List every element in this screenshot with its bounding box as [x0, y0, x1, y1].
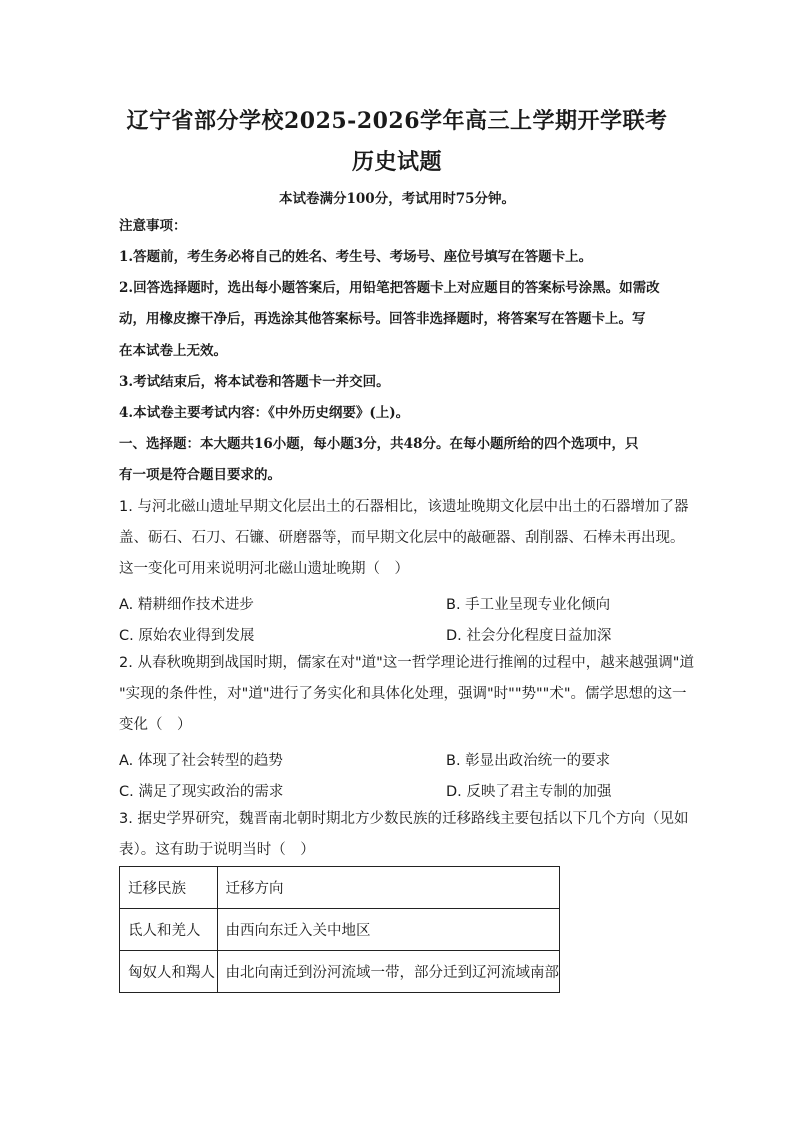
exam-subject: 历史试题 [351, 149, 442, 175]
table-header-row [120, 867, 560, 909]
exam-title: 辽宁省部分学校2025-2026学年高三上学期开学联考 [126, 108, 668, 134]
table-row [120, 909, 560, 951]
notice-item: 动，用橡皮擦干净后，再选涂其他答案标号。回答非选择题时，将答案写在答题卡上。写 [119, 311, 646, 327]
table-cell: 由北向南迁到汾河流域一带，部分迁到辽河流域南部 [217, 951, 560, 993]
notice-item: 在本试卷上无效。 [119, 343, 227, 359]
question-3-stem: 3. 据史学界研究，魏晋南北朝时期北方少数民族的迁移路线主要包括以下几个方向（见如 [119, 811, 689, 827]
section-heading-cont: 有一项是符合题目要求的。 [119, 467, 281, 483]
question-2-option-a: A. 体现了社会转型的趋势 [119, 753, 283, 769]
section-heading: 一、选择题：本大题共16小题，每小题3分，共48分。在每小题所给的四个选项中，只 [119, 436, 639, 452]
table-header-cell: 迁移方向 [217, 867, 560, 909]
question-1-option-b: B. 手工业呈现专业化倾向 [446, 597, 611, 613]
table-cell: 匈奴人和羯人 [120, 951, 218, 993]
notice-item: 2.回答选择题时，选出每小题答案后，用铅笔把答题卡上对应题目的答案标号涂黑。如需改 [119, 280, 660, 296]
question-1-stem: 1. 与河北磁山遗址早期文化层出土的石器相比，该遗址晚期文化层中出土的石器增加了器 [119, 499, 689, 515]
question-1-stem: 这一变化可用来说明河北磁山遗址晚期（ ） [119, 561, 409, 577]
table-header-cell: 迁移民族 [120, 867, 218, 909]
table-cell: 由西向东迁入关中地区 [217, 909, 560, 951]
question-2-stem: 变化（ ） [119, 717, 192, 733]
notice-heading: 注意事项： [119, 218, 187, 234]
question-2-option-c: C. 满足了现实政治的需求 [119, 784, 284, 800]
question-1-option-a: A. 精耕细作技术进步 [119, 597, 254, 613]
exam-info: 本试卷满分100分，考试用时75分钟。 [279, 191, 515, 207]
notice-item: 1.答题前，考生务必将自己的姓名、考生号、考场号、座位号填写在答题卡上。 [119, 249, 593, 265]
table-row [120, 951, 560, 993]
question-1-option-c: C. 原始农业得到发展 [119, 628, 255, 644]
question-1-stem: 盖、砺石、石刀、石镰、研磨器等，而早期文化层中的敲砸器、刮削器、石棒未再出现。 [119, 530, 685, 546]
question-2-stem: "实现的条件性，对"道"进行了务实化和具体化处理，强调"时""势""术"。儒学思想的这一 [119, 686, 687, 702]
notice-item: 4.本试卷主要考试内容：《中外历史纲要》(上)。 [119, 405, 410, 421]
notice-item: 3.考试结束后，将本试卷和答题卡一并交回。 [119, 374, 390, 390]
question-2-option-b: B. 彰显出政治统一的要求 [446, 753, 611, 769]
question-2-option-d: D. 反映了君主专制的加强 [446, 784, 612, 800]
question-3-stem: 表）。这有助于说明当时（ ） [119, 842, 315, 858]
question-1-option-d: D. 社会分化程度日益加深 [446, 628, 612, 644]
table-cell: 氐人和羌人 [120, 909, 218, 951]
question-2-stem: 2. 从春秋晚期到战国时期，儒家在对"道"这一哲学理论进行推阐的过程中，越来越强调"道 [119, 655, 694, 671]
migration-table [119, 866, 560, 993]
